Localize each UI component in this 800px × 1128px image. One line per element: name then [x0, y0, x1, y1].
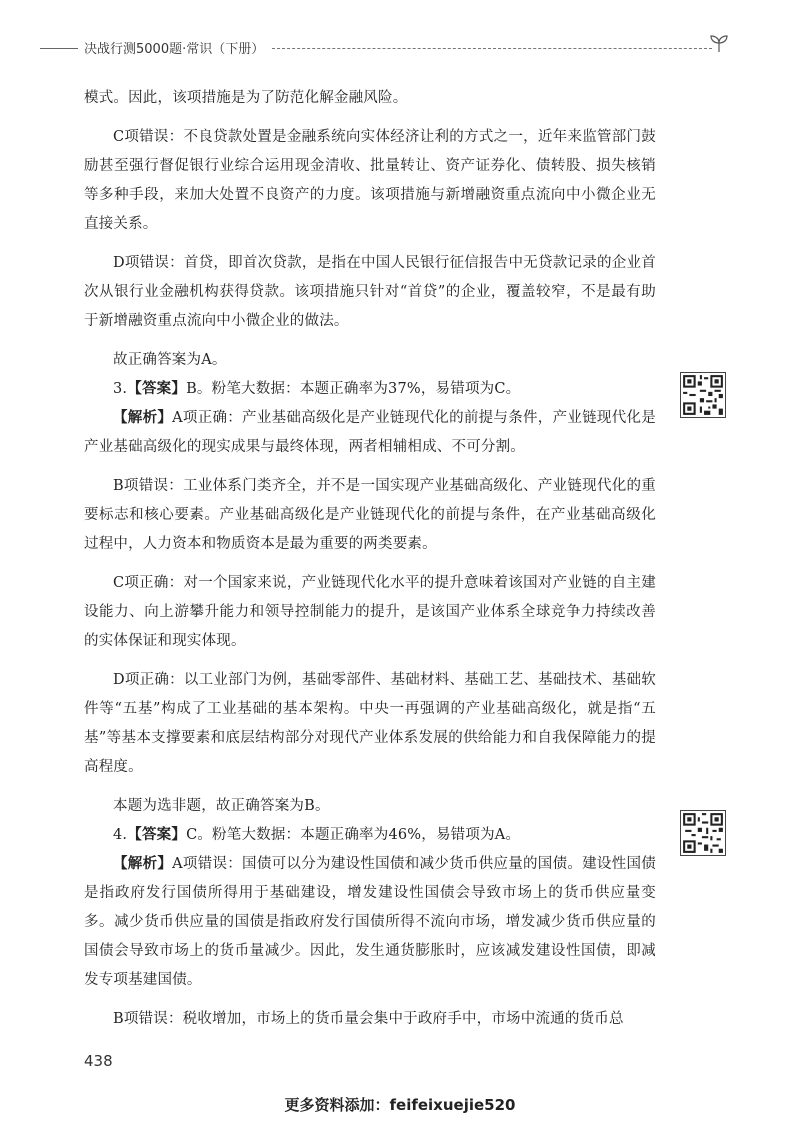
q3-answer-line — [84, 375, 656, 404]
q4-answer-text: C。粉笔大数据：本题正确率为46%，易错项为A。 — [186, 827, 521, 843]
q3-answer-label: 【答案】 — [127, 381, 187, 397]
page-content — [84, 84, 656, 1034]
q4-answer-line — [84, 821, 656, 850]
q3-analysis-c: C项正确：对一个国家来说，产业链现代化水平的提升意味着该国对产业链的自主建设能力、向上游攀升能力和领导控制能力的提升，是该国产业体系全球竞争力持续改善的实体保证和现实体现。 — [84, 575, 656, 649]
q3-answer-text: B。粉笔大数据：本题正确率为37%，易错项为C。 — [186, 381, 521, 397]
q3-conclusion: 本题为选非题，故正确答案为B。 — [113, 798, 330, 814]
page-number: 438 — [84, 1052, 113, 1070]
q4-analysis-label: 【解析】 — [113, 856, 173, 872]
qr-code-q3-icon[interactable] — [680, 372, 726, 418]
q4-analysis-b: B项错误：税收增加，市场上的货币量会集中于政府手中，市场中流通的货币总 — [113, 1011, 624, 1027]
q3-analysis-a-text: A项正确：产业基础高级化是产业链现代化的前提与条件，产业链现代化是产业基础高级化的现实成果与最终体现，两者相辅相成、不可分割。 — [84, 410, 656, 455]
page-header — [40, 36, 730, 60]
sprout-icon — [708, 32, 730, 54]
q3-number: 3. — [113, 381, 128, 397]
footer-contact-note: 更多资料添加：feifeixuejie520 — [284, 1096, 516, 1114]
q4-number: 4. — [113, 827, 128, 843]
paragraph-conclusion: 故正确答案为A。 — [113, 352, 227, 368]
q4-answer-label: 【答案】 — [127, 827, 187, 843]
header-title: 决战行测5000题·常识（下册） — [84, 42, 265, 57]
q3-analysis-a — [84, 404, 656, 462]
q4-analysis-a — [84, 850, 656, 995]
q3-analysis-label: 【解析】 — [113, 410, 173, 426]
q3-analysis-d: D项正确：以工业部门为例，基础零部件、基础材料、基础工艺、基础技术、基础软件等“五基”构成了工业基础的基本架构。中央一再强调的产业基础高级化，就是指“五基”等基本支撑要素和底层结构部分对现代产业体系发展的供给能力和自我保障能力的提高程度。 — [84, 672, 656, 775]
q3-analysis-b: B项错误：工业体系门类齐全，并不是一国实现产业基础高级化、产业链现代化的重要标志和核心要素。产业基础高级化是产业链现代化的前提与条件，在产业基础高级化过程中，人力资本和物质资本是最为重要的两类要素。 — [84, 478, 656, 552]
header-rule-left — [40, 48, 78, 49]
paragraph-continuation: 模式。因此，该项措施是为了防范化解金融风险。 — [84, 90, 408, 106]
header-rule-right — [272, 48, 712, 49]
q4-analysis-a-text: A项错误：国债可以分为建设性国债和减少货币供应量的国债。建设性国债是指政府发行国债所得用于基础建设，增发建设性国债会导致市场上的货币供应量变多。减少货币供应量的国债是指政府发行国债所得不流向市场，增发减少货币供应量的国债会导致市场上的货币量减少。因此，发生通货膨胀时，应该减发建设性国债，即减发专项基建国债。 — [84, 856, 656, 988]
paragraph-option-d: D项错误：首贷，即首次贷款，是指在中国人民银行征信报告中无贷款记录的企业首次从银行业金融机构获得贷款。该项措施只针对“首贷”的企业，覆盖较窄，不是最有助于新增融资重点流向中小微企业的做法。 — [84, 255, 656, 329]
paragraph-option-c: C项错误：不良贷款处置是金融系统向实体经济让利的方式之一，近年来监管部门鼓励甚至强行督促银行业综合运用现金清收、批量转让、资产证券化、债转股、损失核销等多种手段，来加大处置不良资产的力度。该项措施与新增融资重点流向中小微企业无直接关系。 — [84, 129, 656, 232]
qr-code-q4-icon[interactable] — [680, 810, 726, 856]
